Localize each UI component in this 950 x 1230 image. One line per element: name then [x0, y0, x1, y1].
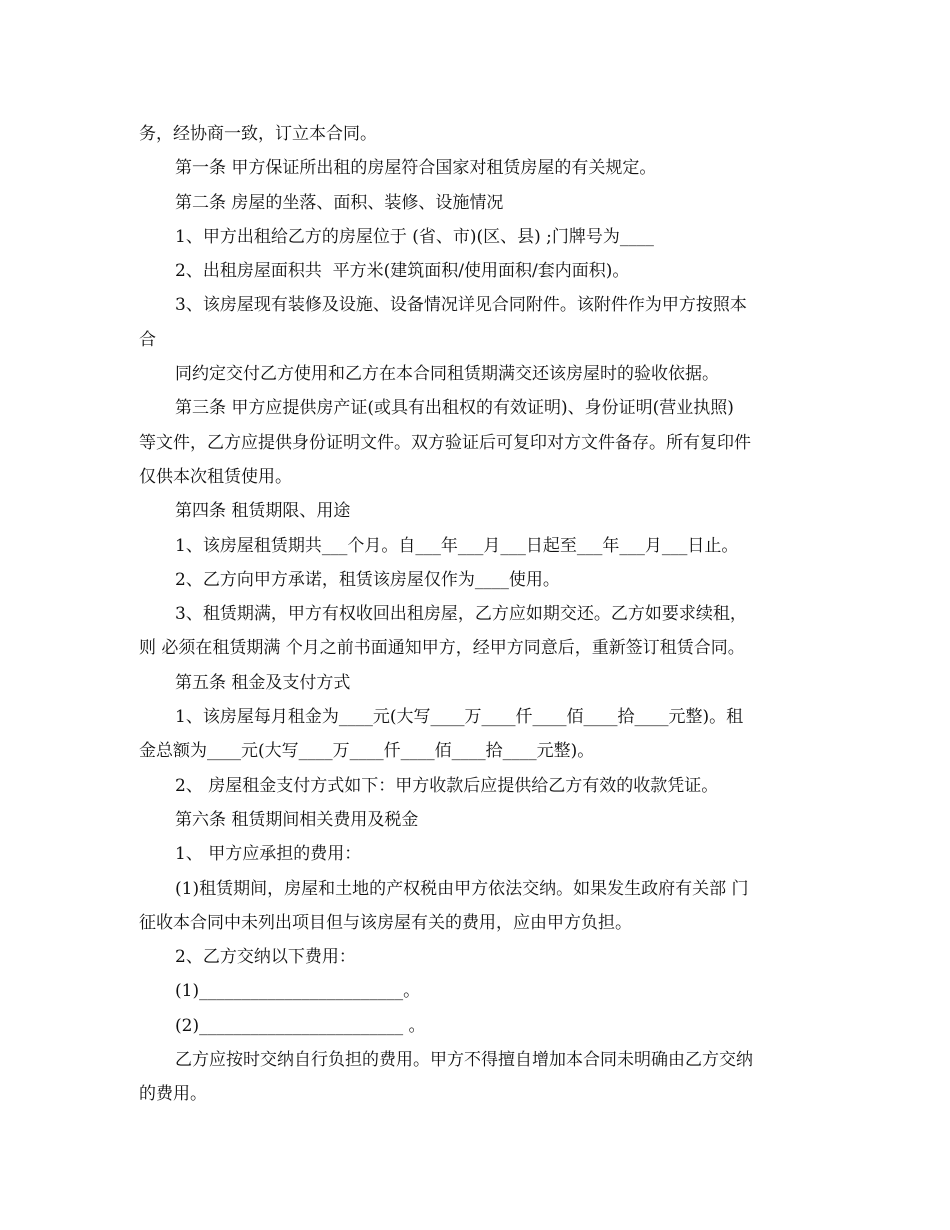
text-line: 第二条 房屋的坐落、面积、装修、设施情况 [175, 192, 504, 213]
text-line: 第四条 租赁期限、用途 [175, 501, 351, 522]
text-line: 务，经协商一致，订立本合同。 [139, 124, 377, 144]
text-line: 征收本合同中未列出项目但与该房屋有关的费用，应由甲方负担。 [139, 912, 632, 933]
text-line: 金总额为____元(大写____万____仟____佰____拾____元整)。 [139, 741, 595, 762]
text-line: (1)租赁期间，房屋和土地的产权税由甲方依法交纳。如果发生政府有关部 门 [175, 878, 749, 899]
text-line: 的费用。 [139, 1084, 207, 1105]
text-line: 1、该房屋租赁期共___个月。自___年___月___日起至___年___月___日止。 [175, 535, 739, 556]
text-line: (2)________________________ 。 [175, 1015, 426, 1036]
text-line: 1、该房屋每月租金为____元(大写____万____仟____佰____拾____元整)。租 [175, 707, 744, 728]
text-line: 2、乙方向甲方承诺，租赁该房屋仅作为____使用。 [175, 569, 560, 590]
text-line: 1、 甲方应承担的费用： [175, 844, 362, 865]
text-line: 同约定交付乙方使用和乙方在本合同租赁期满交还该房屋时的验收依据。 [175, 364, 719, 385]
text-line: 3、租赁期满，甲方有权收回出租房屋，乙方应如期交还。乙方如要求续租， [175, 604, 747, 625]
text-line: 2、乙方交纳以下费用： [175, 947, 356, 968]
text-line: 1、甲方出租给乙方的房屋位于 (省、市)(区、县) ;门牌号为____ [175, 226, 654, 247]
text-line: 第三条 甲方应提供房产证(或具有出租权的有效证明)、身份证明(营业执照) [175, 398, 734, 419]
text-line: 2、出租房屋面积共 平方米(建筑面积/使用面积/套内面积)。 [175, 261, 630, 282]
text-line: 乙方应按时交纳自行负担的费用。甲方不得擅自增加本合同未明确由乙方交纳 [175, 1050, 753, 1071]
text-line: 合 [139, 329, 156, 350]
text-line: 仅供本次租赁使用。 [139, 466, 292, 487]
text-line: 则 必须在租赁期满 个月之前书面通知甲方，经甲方同意后，重新签订租赁合同。 [139, 638, 745, 659]
text-line: 3、该房屋现有装修及设施、设备情况详见合同附件。该附件作为甲方按照本 [175, 295, 747, 316]
text-line: (1)________________________。 [175, 981, 421, 1002]
text-line: 2、 房屋租金支付方式如下：甲方收款后应提供给乙方有效的收款凭证。 [175, 775, 719, 796]
contract-text [139, 117, 819, 1112]
text-line: 第五条 租金及支付方式 [175, 672, 351, 693]
text-line: 第六条 租赁期间相关费用及税金 [175, 809, 419, 830]
text-line: 第一条 甲方保证所出租的房屋符合国家对租赁房屋的有关规定。 [175, 158, 657, 179]
text-line: 等文件，乙方应提供身份证明文件。双方验证后可复印对方文件备存。所有复印件 [139, 432, 751, 453]
